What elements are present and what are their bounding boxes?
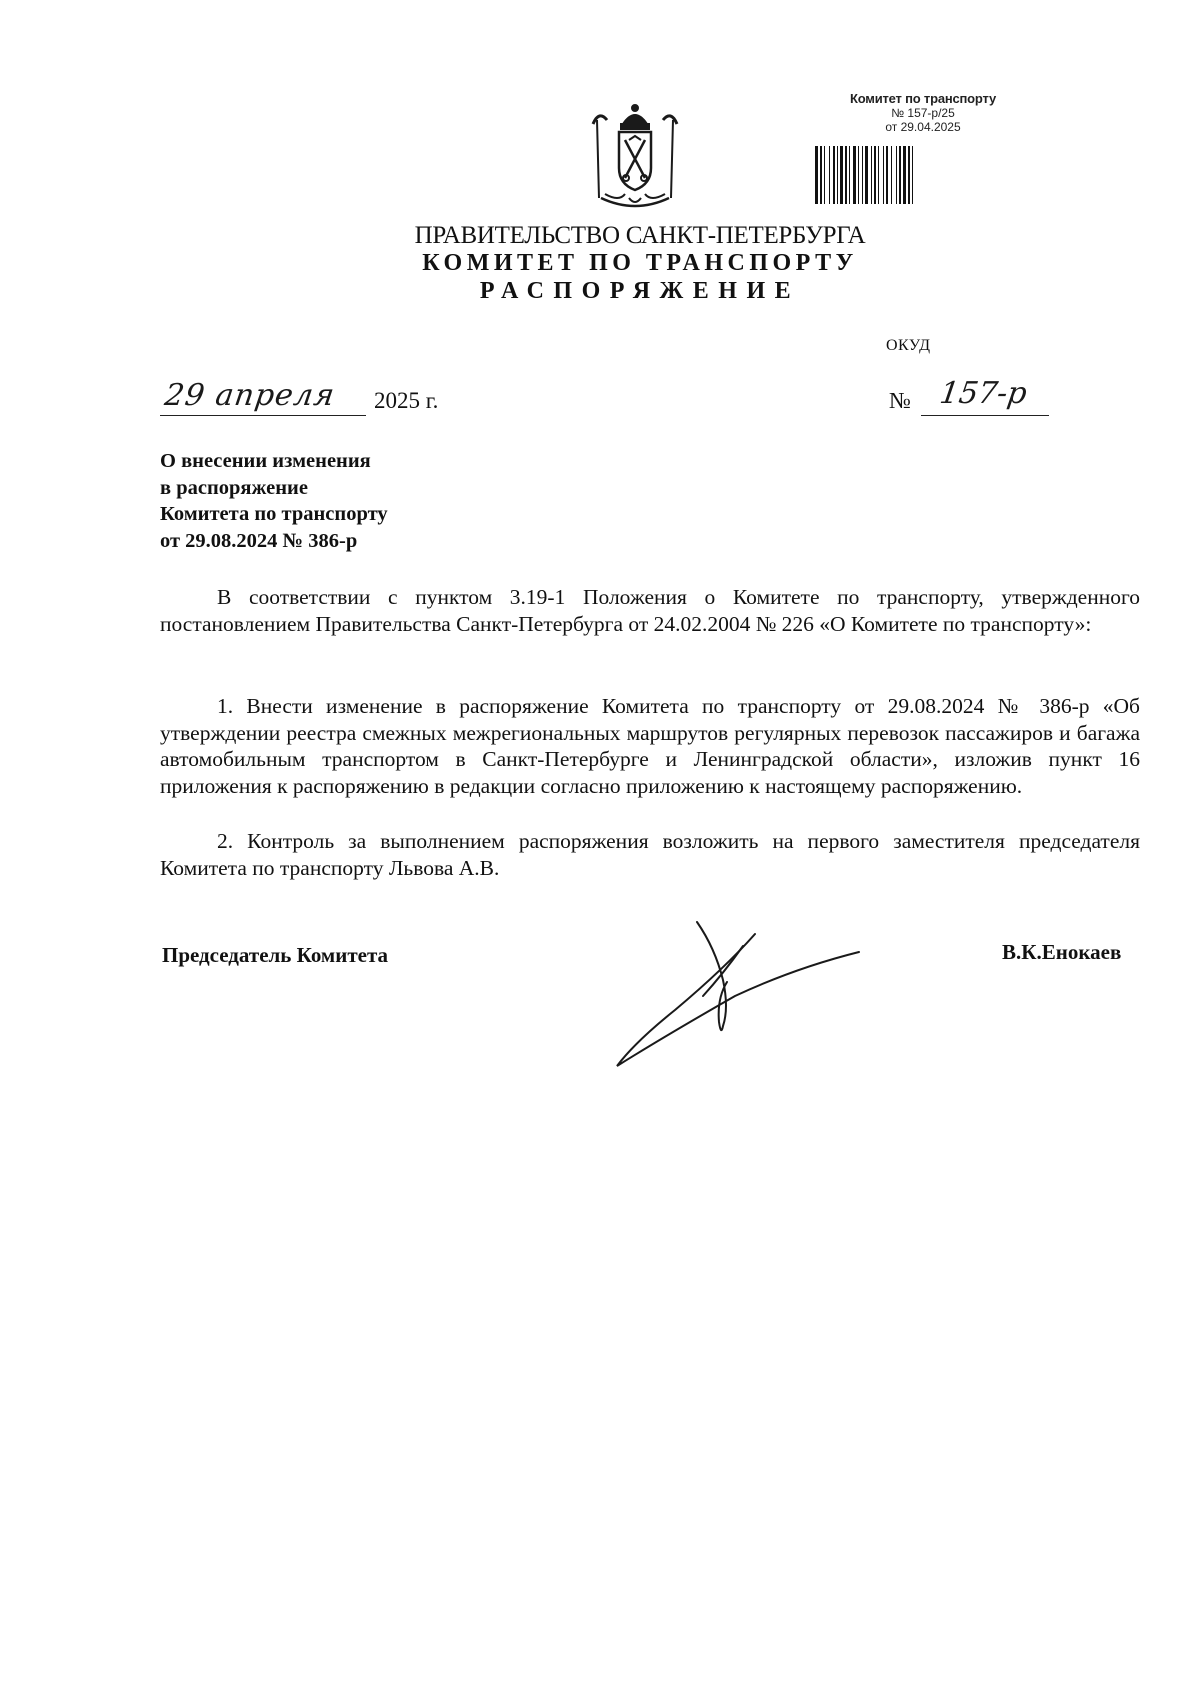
registration-stamp [808,92,1038,134]
item-2-paragraph: 2. Контроль за выполнением распоряжения возложить на первого заместителя председателя Комитета по транспорту Львова А.В. [160,829,1140,880]
barcode-bar [815,146,818,204]
barcode-bar [896,146,897,204]
barcode-bar [862,146,863,204]
barcode-bar [874,146,876,204]
barcode-bar [858,146,859,204]
barcode-bar [871,146,872,204]
government-title: ПРАВИТЕЛЬСТВО САНКТ-ПЕТЕРБУРГА [414,222,866,249]
barcode-icon [815,146,1025,204]
coat-of-arms-icon [585,102,685,214]
subject-line: О внесении изменения [160,450,371,472]
barcode-bar [820,146,822,204]
committee-title: КОМИТЕТ ПО ТРАНСПОРТУ [422,250,858,276]
barcode-bar [829,146,830,204]
stamp-committee: Комитет по транспорту [849,91,997,106]
barcode-bar [845,146,847,204]
barcode-bar [865,146,868,204]
stamp-number: № 157-р/25 [891,106,955,120]
barcode-bar [883,146,884,204]
barcode-bar [886,146,888,204]
item-1-paragraph: 1. Внести изменение в распоряжение Комитета по транспорту от 29.08.2024 № 386-р «Об утверждении реестра смежных межрегиональных маршрутов регулярных перевозок пассажиров и багажа автомобильным транспортом в Санкт-Петербурге и Ленинградской области», изложив пункт 16 приложения к распоряжению в редакции согласно приложению к настоящему распоряжению. [160,694,1140,798]
barcode-bar [840,146,843,204]
barcode-bar [912,146,913,204]
subject-line: в распоряжение [160,476,308,499]
barcode-bar [853,146,856,204]
barcode-bar [903,146,906,204]
okud-label: ОКУД [886,337,931,354]
document-type: РАСПОРЯЖЕНИЕ [479,278,801,304]
signatory-name: В.К.Енокаев [1002,940,1122,964]
subject-line: от 29.08.2024 № 386-р [160,529,358,552]
barcode-bar [833,146,835,204]
barcode-bar [878,146,879,204]
barcode-bar [891,146,892,204]
number-sign: № [889,388,911,413]
subject-line: Комитета по транспорту [160,503,388,525]
barcode-bar [849,146,850,204]
preamble-paragraph: В соответствии с пунктом 3.19-1 Положения о Комитете по транспорту, утвержденного постановлением Правительства Санкт-Петербурга от 24.02.2004 № 226 «О Комитете по транспорту»: [160,585,1140,636]
handwritten-signature-icon [605,918,865,1078]
date-year: 2025 г. [374,388,439,413]
barcode-bar [899,146,901,204]
stamp-date: от 29.04.2025 [885,120,961,134]
signatory-title: Председатель Комитета [162,943,389,967]
barcode-bar [837,146,838,204]
barcode-bar [824,146,825,204]
barcode-bar [908,146,910,204]
handwritten-number: 157-р [937,376,1030,411]
document-subject [160,448,388,554]
handwritten-date: 29 апреля [162,378,338,413]
